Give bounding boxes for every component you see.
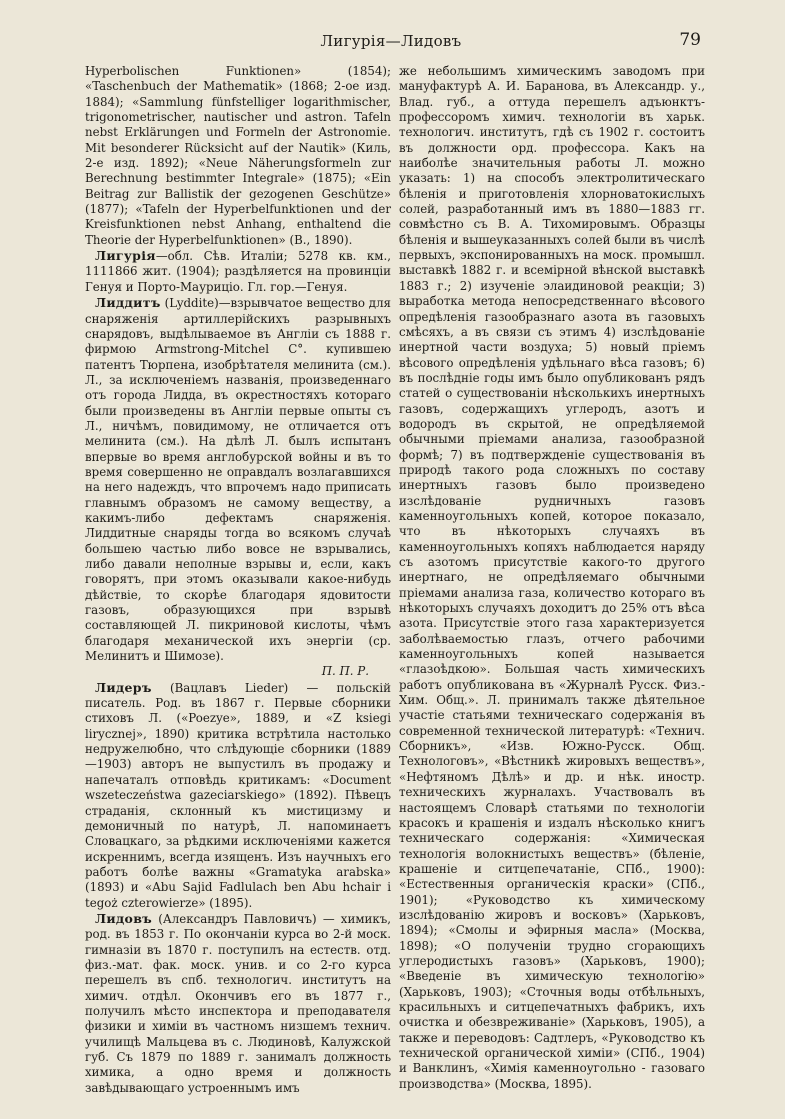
entry-liddite [85, 295, 391, 664]
entry-lider [85, 680, 391, 911]
left-column [85, 64, 391, 1096]
headword-liguria: Лигурія [95, 248, 156, 264]
right-column [399, 64, 705, 1092]
headword-lider: Лидеръ [95, 679, 152, 695]
headword-liddite: Лиддитъ [95, 295, 161, 311]
entry-lidov [85, 911, 391, 1096]
entry-lidov-continued: же небольшимъ химическимъ заводомъ при мануфактурѣ А. И. Баранова, въ Александр. у., Влад. губ., а оттуда перешелъ адъюнктъ-профессоромъ химич. технологіи въ харьк. технологич. институтъ, гдѣ съ 1902 г. состоитъ въ должности орд. профессора. Какъ на наиболѣе значительныя работы Л. можно указать: 1) на способъ электролитическаго бѣленія и приготовленія хлорноватокислыхъ солей, разработанный имъ въ 1880—1883 гг. совмѣстно съ В. А. Тихомировымъ. Образцы бѣленія и вышеуказанныхъ солей были въ числѣ первыхъ, экспонированныхъ на моск. промышл. выставкѣ 1882 г. и всемірной вѣнской выставкѣ 1883 г.; 2) изученіе элаидиновой реакціи; 3) выработка метода непосредственнаго вѣсового опредѣленія газообразнаго азота въ газовыхъ смѣсяхъ, а въ связи съ этимъ 4) изслѣдованіе инертной части воздуха; 5) новый пріемъ вѣсового опредѣленія удѣльнаго вѣса газовъ; 6) въ послѣдніе годы имъ было опубликованъ рядъ статей о существованіи нѣсколькихъ инертныхъ газовъ, содержащихъ углеродъ, азотъ и водородъ въ скрытой, не опредѣляемой обычными пріемами анализа, газообразной формѣ; 7) въ подтвержденіе существованія въ природѣ такого рода сложныхъ по составу инертныхъ газовъ было произведено изслѣдованіе рудничныхъ газовъ каменноугольныхъ копей, которое показало, что въ нѣкоторыхъ случаяхъ въ каменноугольныхъ копяхъ наблюдается наряду съ азотомъ присутствіе какого-то другого инертнаго, не опредѣляемаго обычными пріемами анализа газа, количество котораго въ нѣкоторыхъ случаяхъ доходитъ до 25% отъ вѣса азота. Присутствіе этого газа характеризуется заболѣваемостью глазъ, отчего рабочими каменноугольныхъ копей называется «глазоѣдкою». Большая часть химическихъ работъ опубликована въ «Журналѣ Русск. Физ.-Хим. Общ.». Л. принималъ также дѣятельное участіе статьями техническаго содержанія въ современной технической литературѣ: «Технич. Сборникъ», «Изв. Южно-Русск. Общ. Технологовъ», «Вѣстникѣ жировыхъ веществъ», «Нефтяномъ Дѣлѣ» и др. и нѣк. иностр. техническихъ журналахъ. Участвовалъ въ настоящемъ Словарѣ статьями по технологіи красокъ и крашенія и издалъ нѣсколько книгъ техническаго содержанія: «Химическая технологія волокнистыхъ веществъ» (бѣленіе, крашеніе и ситцепечатаніе, СПб., 1900): «Естественныя органическія краски» (СПб., 1901); «Руководство къ химическому изслѣдованію жировъ и восковъ» (Харьковъ, 1894); «Смолы и эфирныя масла» (Москва, 1898); «О полученіи трудно сгорающихъ углеродистыхъ газовъ» (Харьковъ, 1900); «Введеніе въ химическую технологію» (Харьковъ, 1903); «Сточныя воды отбѣльныхъ, красильныхъ и ситцепечатныхъ фабрикъ, ихъ очистка и обезвреживаніе» (Харьковъ, 1905), а также и переводовъ: Садтлеръ, «Руководство къ технической органической химіи» (СПб., 1904) и Ванклинъ, «Химія каменноугольно - газоваго производства» (Москва, 1895). [399, 64, 705, 1091]
header-title: Лигурія—Лидовъ [320, 32, 462, 50]
author-signature: П. П. Р. [321, 664, 369, 679]
headword-lidov: Лидовъ [95, 910, 153, 926]
running-header [85, 30, 701, 58]
page-number: 79 [679, 30, 701, 50]
entry-continuation: Hyperbolischen Funktionen» (1854); «Taschenbuch der Mathematik» (1868; 2-ое изд. 1884); «Sammlung fünfstelliger logarithmischer, trigonometrischer, nautischer und astron. Tafeln nebst Erklärungen und Formeln der Astronomie. Mit besonderer Rücksicht auf der Nautik» (Киль, 2-е изд. 1892); «Neue Näherungsformeln zur Berechnung bestimmter Integrale» (1875); «Ein Beitrag zur Ballistik der gezogenen Geschütze» (1877); «Tafeln der Hyperbelfunktionen und der Kreisfunktionen nebst Anhang, enthaltend die Theorie der Hyperbelfunktionen» (B., 1890). [85, 64, 391, 247]
entry-lidov-text: (Александръ Павловичъ) — химикъ, род. въ 1853 г. По окончаніи курса во 2-й моск. гимназіи въ 1870 г. поступилъ на естеств. отд. физ.-мат. фак. моск. унив. и со 2-го курса перешелъ въ спб. технологич. институтъ на химич. отдѣл. Окончивъ его въ 1877 г., получилъ мѣсто инспектора и преподавателя физики и химіи въ частномъ низшемъ технич. училищѣ Мальцева въ с. Людиновѣ, Калужской губ. Съ 1879 по 1889 г. занималъ должность химика, а одно время и должность завѣдывающаго устроеннымъ имъ [85, 911, 391, 1095]
entry-liguria-text: —обл. Сѣв. Италіи; 5278 кв. км., 1111866 жит. (1904); раздѣляется на провинціи Генуя и Порто-Мауриціо. Гл. гор.—Генуя. [85, 249, 391, 294]
entry-lider-text: (Вацлавъ Lieder) — польскій писатель. Род. въ 1867 г. Первые сборники стиховъ Л. («Poezye», 1889, и «Z ksiegi lirycznej», 1890) критика встрѣтила настолько недружелюбно, что слѣдующіе сборники (1889—1903) авторъ не выпустилъ въ продажу и напечаталъ отповѣдь критикамъ: «Document wszeteczeństwa gazeciarskiego» (1892). Пѣвецъ страданія, склонный къ мистицизму и демоничный по натурѣ, Л. напоминаетъ Словацкаго, за рѣдкими исключеніями кажется искреннимъ, всегда изященъ. Изъ научныхъ его работъ болѣе важны «Gramatyka arabska» (1893) и «Abu Sajid Fadlulach ben Abu hchair i tegoż czterowierze» (1895). [85, 680, 391, 910]
entry-liddite-text: (Lyddite)—взрывчатое вещество для снаряженія артиллерійскихъ разрывныхъ снарядовъ, выдѣлываемое въ Англіи съ 1888 г. фирмою Armstrong-Mitchel C°. купившею патентъ Тюрпена, изобрѣтателя мелинита (см.). Л., за исключеніемъ названія, произведеннаго отъ города Лидда, въ окрестностяхъ котораго были произведены въ Англіи первые опыты съ Л., ничѣмъ, повидимому, не отличается отъ мелинита (см.). На дѣлѣ Л. былъ испытанъ впервые во время англобурской войны и въ то время совершенно не оправдалъ возлагавшихся на него надеждъ, что впрочемъ надо приписать главнымъ образомъ не самому веществу, а какимъ-либо дефектамъ снаряженія. Лиддитные снаряды тогда во всякомъ случаѣ большею частью либо вовсе не взрывались, либо давали неполные взрывы и, если, какъ говорятъ, при этомъ оказывали какое-нибудь дѣйствіе, то скорѣе благодаря ядовитости газовъ, образующихся при взрывѣ составляющей Л. пикриновой кислоты, чѣмъ благодаря механической ихъ энергіи (ср. Мелинитъ и Шимозе). [85, 296, 392, 664]
entry-liguria [85, 248, 391, 295]
